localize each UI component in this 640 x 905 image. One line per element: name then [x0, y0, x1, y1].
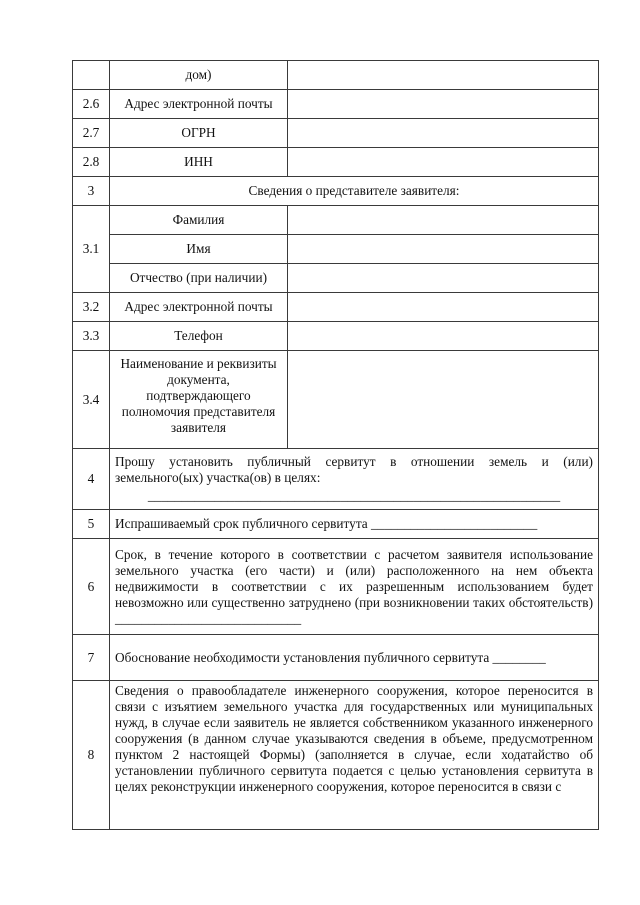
paragraph-text: Прошу установить публичный сервитут в отношении земель и (или) земельного(ых) участка(ов) в целях: [115, 454, 593, 485]
field-value-cell[interactable] [288, 90, 599, 119]
field-value-cell[interactable] [288, 119, 599, 148]
row-number: 3 [73, 177, 110, 206]
table-row [73, 119, 599, 148]
field-label: Адрес электронной почты [110, 293, 288, 322]
servitude-term-text: Испрашиваемый срок публичного сервитута _________________________ [110, 510, 599, 539]
field-label: ИНН [110, 148, 288, 177]
field-value-cell[interactable] [288, 293, 599, 322]
fill-in-line[interactable]: ______________________________________________________________ [147, 488, 561, 503]
table-row [73, 510, 599, 539]
table-row [73, 351, 599, 449]
field-value-cell[interactable] [288, 235, 599, 264]
table-row [73, 449, 599, 510]
table-row [73, 681, 599, 830]
restriction-period-text: Срок, в течение которого в соответствии с расчетом заявителя использование земельного участка (его части) и (или) расположенного на нем объекта недвижимости в соответствии с их разрешенным использованием будет невозможно или существенно затруднено (при возникновении таких обстоятельств) ____________________________ [110, 539, 599, 635]
row-number: 2.8 [73, 148, 110, 177]
row-number: 5 [73, 510, 110, 539]
table-row [73, 90, 599, 119]
field-label: Адрес электронной почты [110, 90, 288, 119]
justification-text: Обоснование необходимости установления публичного сервитута ________ [110, 635, 599, 681]
field-label: Наименование и реквизиты документа, подтверждающего полномочия представителя заявителя [110, 351, 288, 449]
row-number: 2.6 [73, 90, 110, 119]
field-value-cell[interactable] [288, 264, 599, 293]
owner-info-cell [110, 681, 599, 830]
field-value-cell[interactable] [288, 206, 599, 235]
table-row [73, 539, 599, 635]
table-row [73, 148, 599, 177]
row-number: 2.7 [73, 119, 110, 148]
table-row [73, 177, 599, 206]
row-number: 3.4 [73, 351, 110, 449]
table-row [73, 293, 599, 322]
row-number: 3.3 [73, 322, 110, 351]
field-label: Телефон [110, 322, 288, 351]
field-label: Фамилия [110, 206, 288, 235]
field-label: дом) [110, 61, 288, 90]
petition-form-table [72, 60, 599, 830]
field-value-cell[interactable] [288, 148, 599, 177]
table-row [73, 206, 599, 235]
row-number: 7 [73, 635, 110, 681]
row-number: 3.1 [73, 206, 110, 293]
table-row [73, 322, 599, 351]
field-value-cell[interactable] [288, 322, 599, 351]
table-row [73, 235, 599, 264]
field-label: Имя [110, 235, 288, 264]
row-number: 4 [73, 449, 110, 510]
table-row [73, 635, 599, 681]
field-label: Отчество (при наличии) [110, 264, 288, 293]
section-heading: Сведения о представителе заявителя: [110, 177, 599, 206]
petition-purpose-text [110, 449, 599, 510]
owner-info-text: Сведения о правообладателе инженерного сооружения, которое переносится в связи с изъятием земельного участка для государственных или муниципальных нужд, в случае если заявитель не является собственником указанного инженерного сооружения (в данном случае указываются сведения в объеме, предусмотренном пунктом 2 настоящей Формы) (заполняется в случае, если ходатайство об установлении публичного сервитута подается с целью установления сервитута в целях реконструкции инженерного сооружения, которое переносится в связи с [115, 683, 593, 794]
field-value-cell[interactable] [288, 351, 599, 449]
table-row [73, 264, 599, 293]
row-number [73, 61, 110, 90]
row-number: 6 [73, 539, 110, 635]
field-label: ОГРН [110, 119, 288, 148]
row-number: 8 [73, 681, 110, 830]
row-number: 3.2 [73, 293, 110, 322]
table-row [73, 61, 599, 90]
field-value-cell[interactable] [288, 61, 599, 90]
